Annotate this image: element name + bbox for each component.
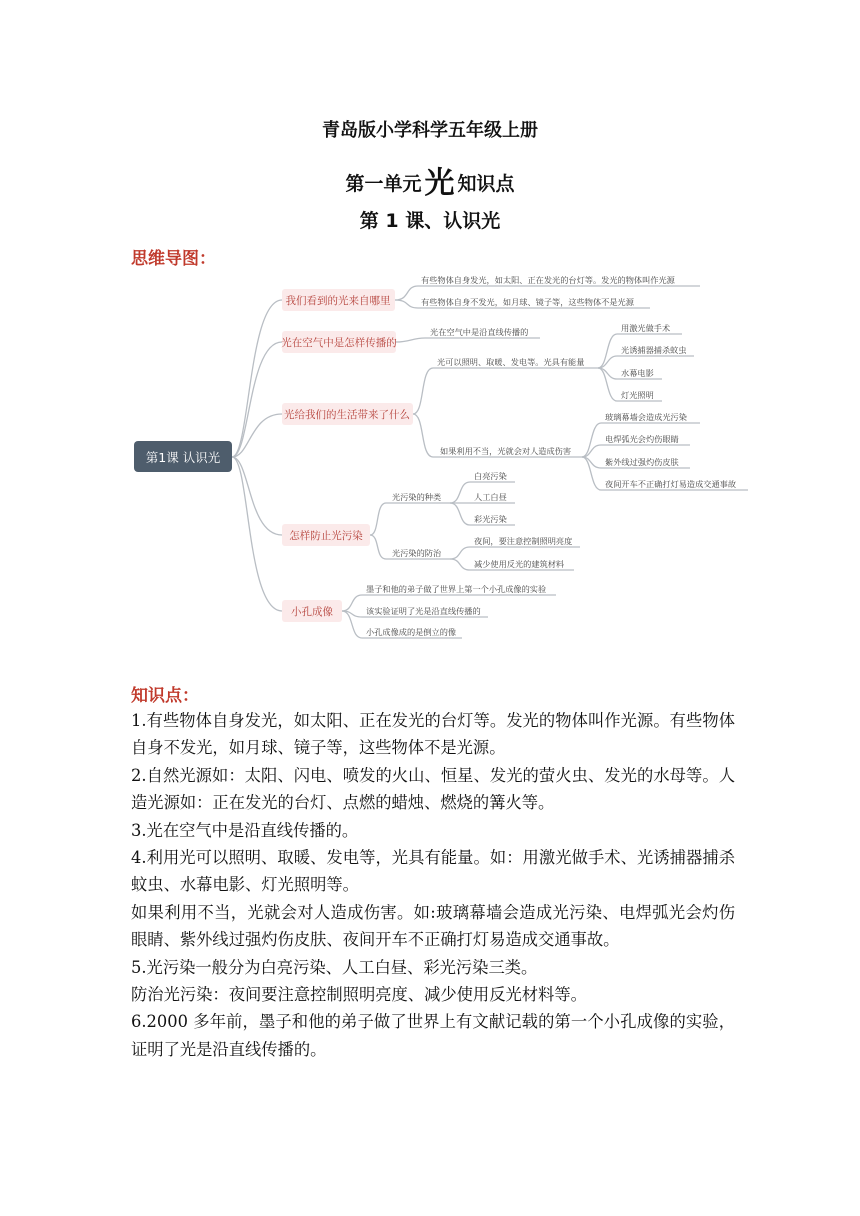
unit-char: 光 [424, 166, 455, 201]
knowledge-paragraph: 1.有些物体自身发光，如太阳、正在发光的台灯等。发光的物体叫作光源。有些物体自身不发光，如月球、镜子等，这些物体不是光源。 [131, 711, 735, 758]
unit-prefix: 第一单元 [345, 173, 422, 195]
knowledge-paragraph: 5.光污染一般分为白亮污染、人工白昼、彩光污染三类。 [131, 957, 538, 977]
sub-b3-1: 光可以照明、取暖、发电等。光具有能量 [437, 357, 585, 367]
knowledge-points [131, 707, 735, 1063]
branch-label-5: 小孔成像 [291, 606, 333, 618]
leaf-b3-2-2: 电焊弧光会灼伤眼睛 [605, 434, 679, 444]
leaf-b3-2-1: 玻璃幕墙会造成光污染 [605, 412, 687, 422]
book-title: 青岛版小学科学五年级上册 [322, 120, 538, 141]
knowledge-paragraph: 防治光污染：夜间要注意控制照明亮度、减少使用反光材料等。 [131, 985, 587, 1005]
leaf-b5-2: 该实验证明了光是沿直线传播的 [366, 606, 481, 616]
leaf-b4-1-3: 彩光污染 [474, 514, 507, 524]
leaf-b3-1-3: 水幕电影 [621, 368, 654, 378]
branch-label-1: 我们看到的光来自哪里 [285, 295, 391, 307]
branch-label-3: 光给我们的生活带来了什么 [284, 409, 410, 421]
knowledge-paragraph: 2.自然光源如：太阳、闪电、喷发的火山、恒星、发光的萤火虫、发光的水母等。人造光源如：正在发光的台灯、点燃的蜡烛、燃烧的篝火等。 [131, 765, 735, 813]
knowledge-paragraph: 4.利用光可以照明、取暖、发电等，光具有能量。如：用激光做手术、光诱捕器捕杀蚊虫、水幕电影、灯光照明等。 [131, 848, 735, 895]
knowledge-heading: 知识点： [131, 686, 199, 706]
leaf-b5-3: 小孔成像成的是倒立的像 [366, 627, 457, 637]
sub-b3-2: 如果利用不当，光就会对人造成伤害 [440, 446, 572, 456]
leaf-b4-2-2: 减少使用反光的建筑材料 [474, 559, 565, 569]
leaf-b1-2: 有些物体自身不发光，如月球、镜子等，这些物体不是光源 [421, 297, 634, 307]
branch-label-2: 光在空气中是怎样传播的 [281, 337, 397, 349]
sub-b4-1: 光污染的种类 [392, 492, 442, 502]
leaf-b3-1-4: 灯光照明 [621, 390, 654, 400]
knowledge-paragraph: 6.2000 多年前，墨子和他的弟子做了世界上有文献记载的第一个小孔成像的实验，证明了光是沿直线传播的。 [131, 1012, 735, 1059]
leaf-b4-1-2: 人工白昼 [474, 492, 507, 502]
leaf-b3-2-4: 夜间开车不正确打灯易造成交通事故 [605, 479, 737, 489]
leaf-b4-1-1: 白亮污染 [474, 471, 507, 481]
leaf-b4-2-1: 夜间，要注意控制照明亮度 [474, 536, 573, 546]
root-label: 第1课 认识光 [145, 450, 221, 465]
knowledge-paragraph: 3.光在空气中是沿直线传播的。 [131, 820, 359, 840]
knowledge-paragraph: 如果利用不当，光就会对人造成伤害。如:玻璃幕墙会造成光污染、电焊弧光会灼伤眼睛、紫外线过强灼伤皮肤、夜间开车不正确打灯易造成交通事故。 [131, 902, 735, 950]
leaf-b2-1: 光在空气中是沿直线传播的 [430, 327, 529, 337]
leaf-b5-1: 墨子和他的弟子做了世界上第一个小孔成像的实验 [366, 584, 547, 594]
leaf-b3-1-2: 光诱捕器捕杀蚊虫 [621, 345, 687, 355]
leaf-b3-2-3: 紫外线过强灼伤皮肤 [605, 457, 679, 467]
branch-label-4: 怎样防止光污染 [289, 530, 363, 542]
sub-b4-2: 光污染的防治 [392, 548, 442, 558]
leaf-b3-1-1: 用激光做手术 [621, 323, 671, 333]
leaf-b1-1: 有些物体自身发光，如太阳、正在发光的台灯等。发光的物体叫作光源 [421, 275, 675, 285]
unit-suffix: 知识点 [457, 173, 515, 195]
lesson-title: 第 1 课、认识光 [359, 210, 501, 232]
mindmap-heading: 思维导图： [131, 249, 216, 269]
